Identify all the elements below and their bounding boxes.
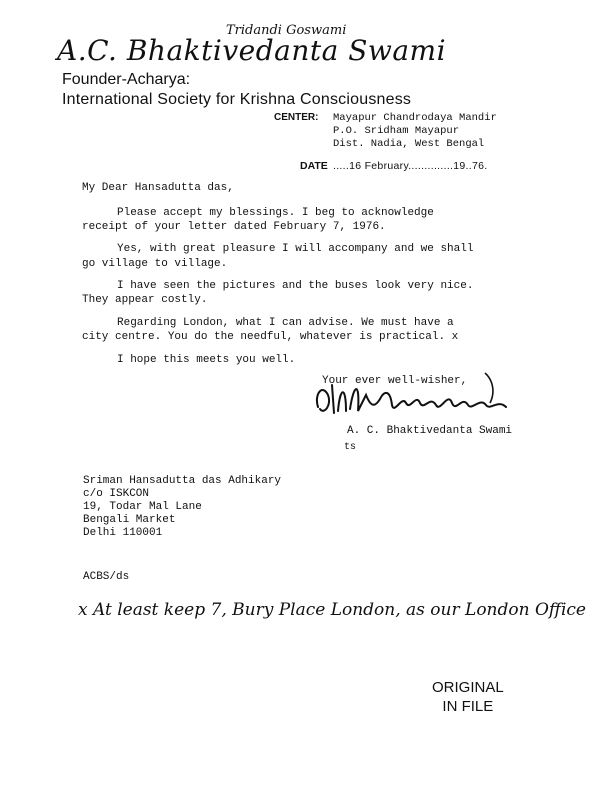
address-line-5: Delhi 110001: [83, 527, 163, 539]
stamp-line-2: IN FILE: [442, 698, 494, 715]
date-label: DATE: [300, 160, 328, 172]
closing: Your ever well-wisher,: [322, 375, 468, 387]
paragraph-3-line-1: I have seen the pictures and the buses look very nice.: [117, 280, 474, 292]
letterhead-society: International Society for Krishna Consciousness: [62, 91, 412, 108]
typed-name: A. C. Bhaktivedanta Swami: [347, 425, 513, 437]
stamp-line-1: ORIGINAL: [432, 679, 504, 696]
address-line-1: Sriman Hansadutta das Adhikary: [83, 475, 282, 487]
center-label: CENTER:: [274, 112, 319, 123]
paragraph-4-line-1: Regarding London, what I can advise. We must have a: [117, 317, 454, 329]
handwritten-postscript: x At least keep 7, Bury Place London, as our London Office: [78, 600, 586, 620]
center-line-1: Mayapur Chandrodaya Mandir: [333, 112, 497, 124]
paragraph-5-line-1: I hope this meets you well.: [117, 354, 296, 366]
reference-initials: ACBS/ds: [83, 571, 130, 583]
center-line-3: Dist. Nadia, West Bengal: [333, 138, 485, 150]
date-value: .....16 February..............19..76.: [333, 160, 488, 172]
letterhead-title-line: Tridandi Goswami: [226, 23, 347, 38]
letterhead-name: A.C. Bhaktivedanta Swami: [57, 34, 447, 67]
paragraph-1-line-1: Please accept my blessings. I beg to acknowledge: [117, 207, 434, 219]
paragraph-1-line-2: receipt of your letter dated February 7, 1976.: [82, 221, 386, 233]
letterhead-role: Founder-Acharya:: [62, 71, 191, 88]
center-line-2: P.O. Sridham Mayapur: [333, 125, 460, 137]
original-in-file-stamp: [432, 678, 504, 716]
paragraph-4-line-2: city centre. You do the needful, whatever is practical. x: [82, 331, 459, 343]
paragraph-2-line-2: go village to village.: [82, 258, 228, 270]
address-line-3: 19, Todar Mal Lane: [83, 501, 202, 513]
paragraph-3-line-2: They appear costly.: [82, 294, 208, 306]
address-line-2: c/o ISKCON: [83, 488, 150, 500]
handwritten-signature: [310, 365, 520, 425]
paragraph-2-line-1: Yes, with great pleasure I will accompany and we shall: [117, 243, 474, 255]
address-line-4: Bengali Market: [83, 514, 176, 526]
salutation: My Dear Hansadutta das,: [82, 182, 234, 194]
signature-mark: ts: [344, 442, 357, 453]
